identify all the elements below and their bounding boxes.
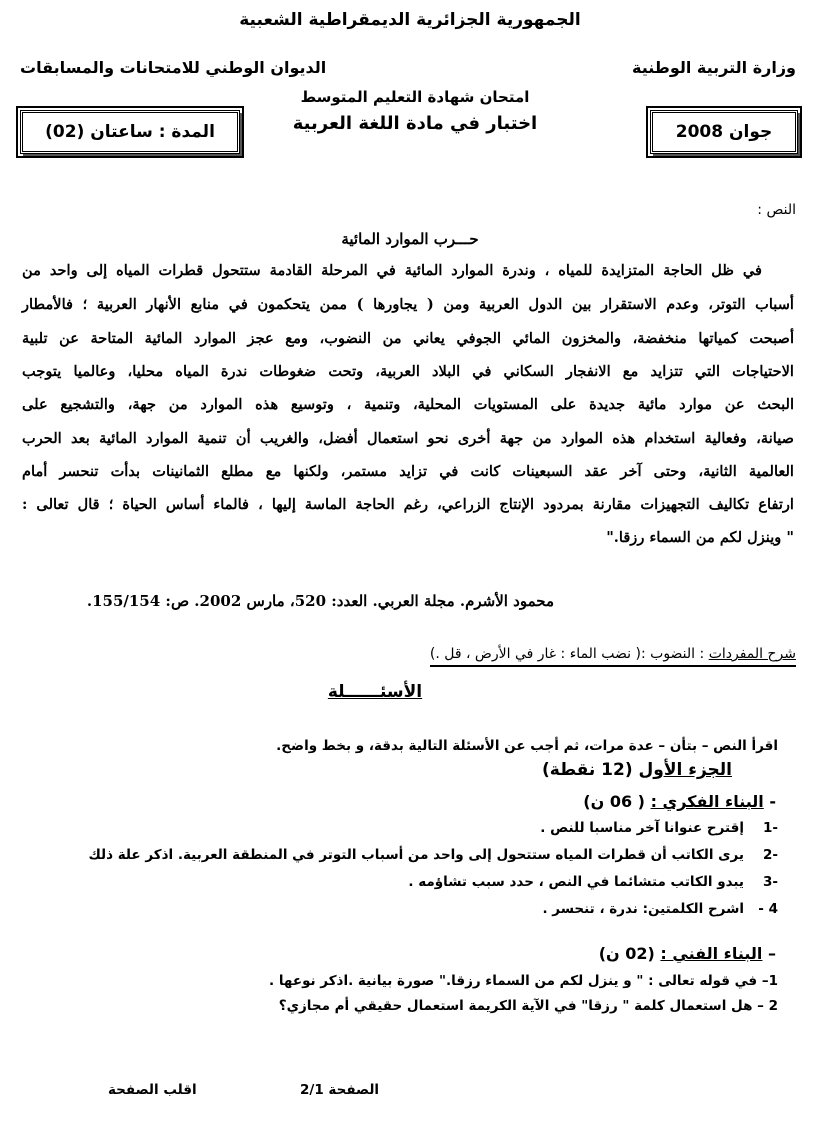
duration-box xyxy=(20,110,240,154)
dash: – xyxy=(762,944,776,963)
question-text: إقترح عنوانا آخر مناسبا للنص . xyxy=(540,820,744,836)
question-number: -3 xyxy=(762,874,778,890)
instruction: اقرأ النص – بتأن – عدة مرات، ثم أجب عن الأسئلة التالية بدقة، و بخط واضح. xyxy=(276,738,778,754)
office-name: الديوان الوطني للامتحانات والمسابقات xyxy=(20,58,327,77)
ideas-heading xyxy=(583,792,776,811)
question-text: اشرح الكلمتين: ندرة ، تنحسر . xyxy=(542,901,744,917)
vocab-label: شرح المفردات xyxy=(708,646,796,662)
passage-line: أصبحت كمياتها منخفضة، والمخزون المائي الجوفي يعاني من النضوب، ومع عجز الموارد المائية المتاحة عن تلبية xyxy=(22,330,794,347)
art-question: 2 – هل استعمال كلمة " رزقا" في الآية الكريمة استعمال حقيقي أم مجازي؟ xyxy=(278,998,778,1014)
ideas-points: ( 06 ن) xyxy=(583,792,651,811)
question-text: يرى الكاتب أن قطرات المياه ستتحول إلى واحد من أسباب التوتر في المنطقة العربية. اذكر علة ذلك xyxy=(88,847,744,863)
dash: - xyxy=(763,792,776,811)
part1-points: (12 نقطة) xyxy=(541,760,639,780)
question-number: -1 xyxy=(762,820,778,836)
vocab-line xyxy=(430,646,796,667)
part1-heading xyxy=(542,760,732,780)
text-label: النص : xyxy=(757,202,796,218)
passage-line: أسباب التوتر، وعدم الاستقرار بين الدول العربية ومن ( يجاورها ) ممن يتحكمون في منابع الأنهار العربية ؛ فالأمطار xyxy=(22,296,794,313)
exam-name: امتحان شهادة التعليم المتوسط xyxy=(300,88,530,106)
question-number: -2 xyxy=(762,847,778,863)
ideas-label: البناء الفكري : xyxy=(650,792,764,811)
passage-title: حـــرب الموارد المائية xyxy=(341,230,479,248)
republic-title: الجمهورية الجزائرية الديمقراطية الشعبية xyxy=(239,10,581,30)
art-question: 1– في قوله تعالى : " و ينزل لكم من السماء رزقا." صورة بيانية .اذكر نوعها . xyxy=(269,973,778,989)
date-text: جوان 2008 xyxy=(675,122,773,142)
passage-line: العالمية الثانية، وحتى آخر عقد السبعينات كانت في تزايد مستمر، ولكنها مع مطلع الثمانينات بدأت تنحسر أمام xyxy=(22,463,794,480)
art-label: البناء الفني : xyxy=(660,944,763,963)
question-text: يبدو الكاتب متشائما في النص ، حدد سبب تشاؤمه . xyxy=(408,874,744,890)
duration-text: المدة : ساعتان (02) xyxy=(45,122,215,142)
citation: محمود الأشرم. مجلة العربي. العدد: 520، مارس 2002. ص: 155/154. xyxy=(86,592,554,610)
question-number: 4 - xyxy=(758,901,778,917)
vocab-text: : النضوب :( نضب الماء : غار في الأرض ، قل .) xyxy=(429,646,709,662)
questions-title: الأسئــــــلة xyxy=(327,682,423,702)
passage-line: في ظل الحاجة المتزايدة للمياه ، وندرة الموارد المائية في المرحلة القادمة ستتحول قطرات المياه إلى واحد من xyxy=(22,262,762,279)
passage-line: الاحتياجات التي تتزايد مع الانفجار السكاني في البلاد العربية، وتحت ضغوطات ندرة المياه محليا، وعالميا يتوجب xyxy=(22,363,794,380)
subject-title: اختبار في مادة اللغة العربية xyxy=(292,113,538,134)
passage-line: " وينزل لكم من السماء رزقا." xyxy=(606,529,794,546)
passage-line: ارتفاع تكاليف التجهيزات مقارنة بمردود الإنتاج الزراعي، رغم الحاجة الماسة إليها ، فالماء أساس الحياة ؛ قال تعالى : xyxy=(22,496,794,513)
part1-label: الجزء الأول xyxy=(638,760,732,780)
turn-page: اقلب الصفحة xyxy=(108,1082,197,1098)
passage-line: البحث عن موارد مائية جديدة على المستويات المحلية، وتنمية ، وتوسيع هذه الموارد من جهة، والتشجيع على xyxy=(22,396,794,413)
date-box xyxy=(650,110,798,154)
art-heading xyxy=(599,944,776,963)
page-number: الصفحة 2/1 xyxy=(300,1082,380,1098)
ministry-name: وزارة التربية الوطنية xyxy=(631,58,796,77)
passage-line: صيانة، وفعالية استخدام هذه الموارد من جهة أخرى نحو استعمال أفضل، والغريب أن تنمية الموارد المائية بعد الحرب xyxy=(22,430,794,447)
art-points: (02 ن) xyxy=(598,944,661,963)
